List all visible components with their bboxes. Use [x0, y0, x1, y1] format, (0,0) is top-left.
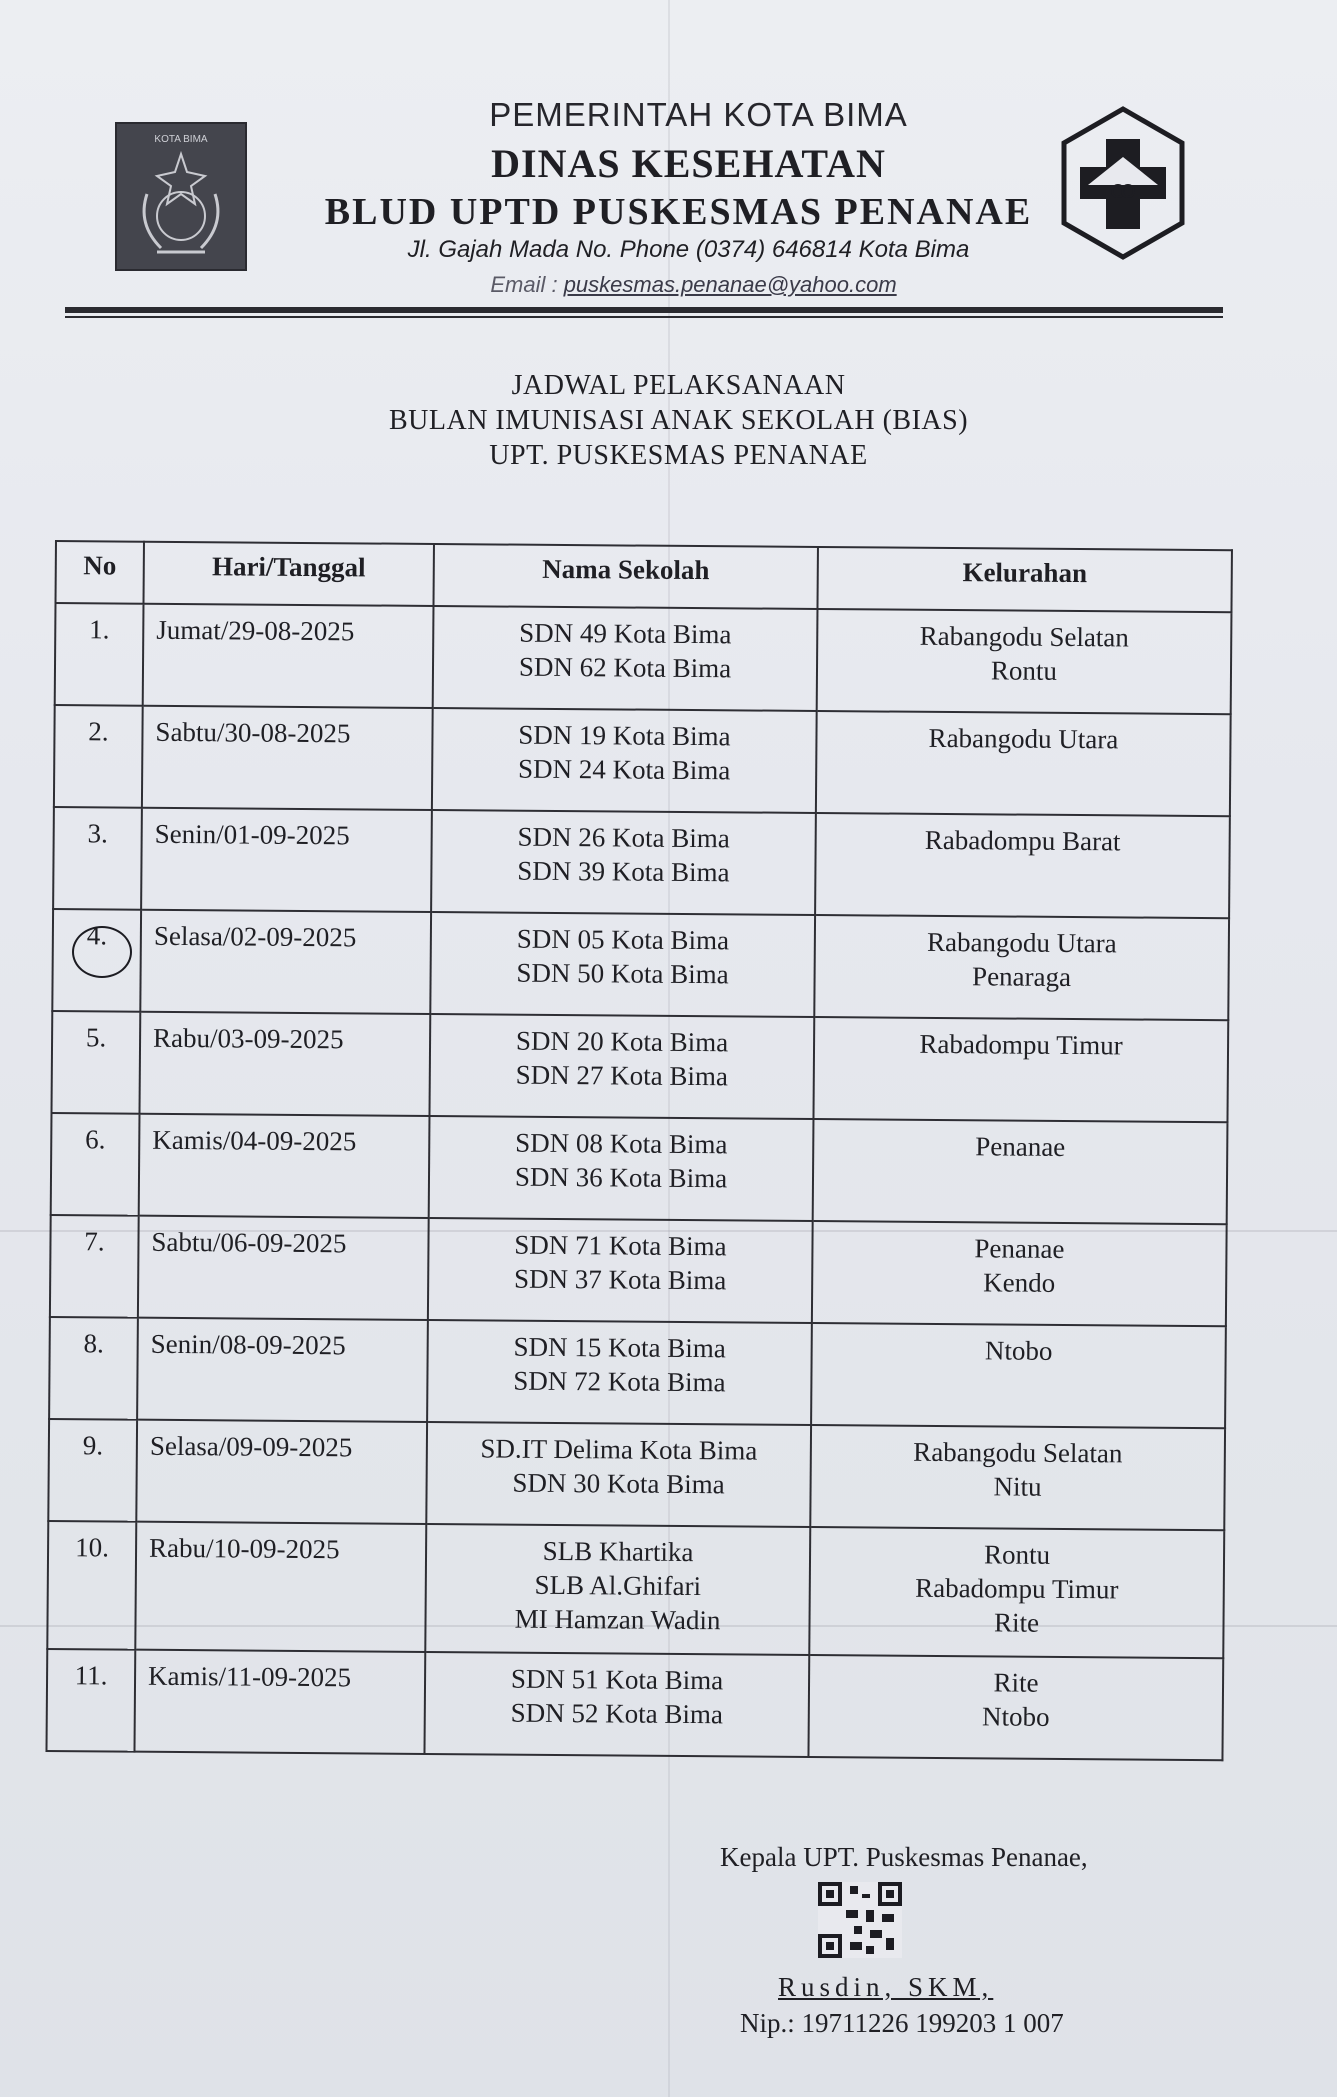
cell-no: 11. [46, 1649, 135, 1752]
cell-kelurahan: Ntobo [811, 1323, 1226, 1428]
document-title-line1: JADWAL PELAKSANAAN [511, 370, 846, 401]
cell-hari: Jumat/29-08-2025 [143, 604, 434, 708]
cell-no: 6. [51, 1113, 140, 1216]
cell-sekolah: SDN 08 Kota Bima SDN 36 Kota Bima [429, 1116, 814, 1221]
header-no: No [56, 541, 144, 604]
cell-hari: Kamis/04-09-2025 [139, 1114, 430, 1218]
cell-kelurahan: Rabadompu Timur [813, 1017, 1228, 1122]
signature-nip: Nip.: 19711226 199203 1 007 [740, 2008, 1064, 2038]
cell-kelurahan: Penanae [813, 1119, 1228, 1224]
table-row [49, 1317, 1226, 1428]
cell-kelurahan: Rabangodu Selatan Nitu [810, 1425, 1225, 1530]
cell-no: 5. [51, 1011, 140, 1114]
cell-sekolah: SDN 51 Kota Bima SDN 52 Kota Bima [424, 1652, 809, 1757]
cell-kelurahan: Rabangodu Utara [816, 711, 1231, 816]
table-row [50, 1215, 1227, 1326]
cell-hari: Sabtu/30-08-2025 [142, 706, 433, 810]
qr-code-icon [818, 1882, 902, 1958]
cell-hari: Senin/01-09-2025 [141, 808, 432, 912]
cell-hari: Senin/08-09-2025 [137, 1318, 428, 1422]
cell-hari: Rabu/03-09-2025 [139, 1012, 430, 1116]
cell-sekolah: SDN 49 Kota Bima SDN 62 Kota Bima [433, 606, 818, 711]
table-row [52, 909, 1229, 1020]
cell-no: 4. [52, 909, 141, 1012]
letterhead-government: PEMERINTAH KOTA BIMA [489, 96, 908, 133]
cell-hari: Kamis/11-09-2025 [134, 1650, 425, 1754]
document-title-line2: BULAN IMUNISASI ANAK SEKOLAH (BIAS) [388, 405, 969, 436]
cell-sekolah: SDN 05 Kota Bima SDN 50 Kota Bima [430, 912, 815, 1017]
header-kelurahan: Kelurahan [817, 547, 1231, 612]
header-hari-tanggal: Hari/Tanggal [144, 542, 434, 606]
email-label: Email : [490, 272, 564, 297]
cell-hari: Rabu/10-09-2025 [135, 1522, 426, 1652]
cell-sekolah: SDN 15 Kota Bima SDN 72 Kota Bima [427, 1320, 812, 1425]
svg-text:KOTA BIMA: KOTA BIMA [154, 134, 208, 145]
table-row [48, 1419, 1225, 1530]
letterhead-email [0, 272, 1337, 298]
cell-kelurahan: Rabangodu Selatan Rontu [817, 609, 1232, 714]
table-row [51, 1113, 1228, 1224]
signature-name: Rusdin, SKM, [778, 1972, 994, 2002]
document-title-line3: UPT. PUSKESMAS PENANAE [489, 440, 868, 471]
letterhead-address: Jl. Gajah Mada No. Phone (0374) 646814 Kota Bima [407, 236, 970, 263]
cell-hari: Selasa/02-09-2025 [140, 910, 431, 1014]
cell-sekolah: SDN 26 Kota Bima SDN 39 Kota Bima [431, 810, 816, 915]
table-row [46, 1649, 1223, 1760]
letterhead-puskesmas: BLUD UPTD PUSKESMAS PENANAE [324, 191, 1033, 233]
cell-sekolah: SDN 71 Kota Bima SDN 37 Kota Bima [428, 1218, 813, 1323]
signature-title: Kepala UPT. Puskesmas Penanae, [720, 1842, 1088, 1872]
email-value: puskesmas.penanae@yahoo.com [563, 272, 897, 297]
cell-no: 1. [55, 603, 144, 706]
header-nama-sekolah: Nama Sekolah [433, 544, 817, 609]
cell-hari: Selasa/09-09-2025 [136, 1420, 427, 1524]
table-row [51, 1011, 1228, 1122]
cell-no: 2. [54, 705, 143, 808]
cell-no: 9. [48, 1419, 137, 1522]
table-row [47, 1521, 1224, 1658]
letterhead-rule-thick [65, 307, 1223, 313]
cell-no: 10. [47, 1521, 136, 1650]
cell-sekolah: SDN 20 Kota Bima SDN 27 Kota Bima [429, 1014, 814, 1119]
cell-kelurahan: Rontu Rabadompu Timur Rite [809, 1527, 1224, 1658]
table-row [54, 705, 1231, 816]
cell-sekolah: SD.IT Delima Kota Bima SDN 30 Kota Bima [426, 1422, 811, 1527]
table-header-row [56, 541, 1232, 612]
letterhead-department: DINAS KESEHATAN [491, 141, 886, 186]
cell-no: 3. [53, 807, 142, 910]
cell-no: 7. [50, 1215, 139, 1318]
hand-drawn-circle-mark [72, 926, 132, 978]
cell-sekolah: SLB Khartika SLB Al.Ghifari MI Hamzan Wadin [425, 1524, 810, 1655]
table-row [53, 807, 1230, 918]
letterhead-rule-thin [65, 316, 1223, 318]
cell-kelurahan: Rabadompu Barat [815, 813, 1230, 918]
cell-kelurahan: Rabangodu Utara Penaraga [814, 915, 1229, 1020]
cell-no: 8. [49, 1317, 138, 1420]
cell-kelurahan: Rite Ntobo [808, 1655, 1223, 1760]
cell-kelurahan: Penanae Kendo [812, 1221, 1227, 1326]
cell-sekolah: SDN 19 Kota Bima SDN 24 Kota Bima [432, 708, 817, 813]
schedule-table [45, 540, 1232, 1761]
table-row [55, 603, 1232, 714]
cell-hari: Sabtu/06-09-2025 [138, 1216, 429, 1320]
